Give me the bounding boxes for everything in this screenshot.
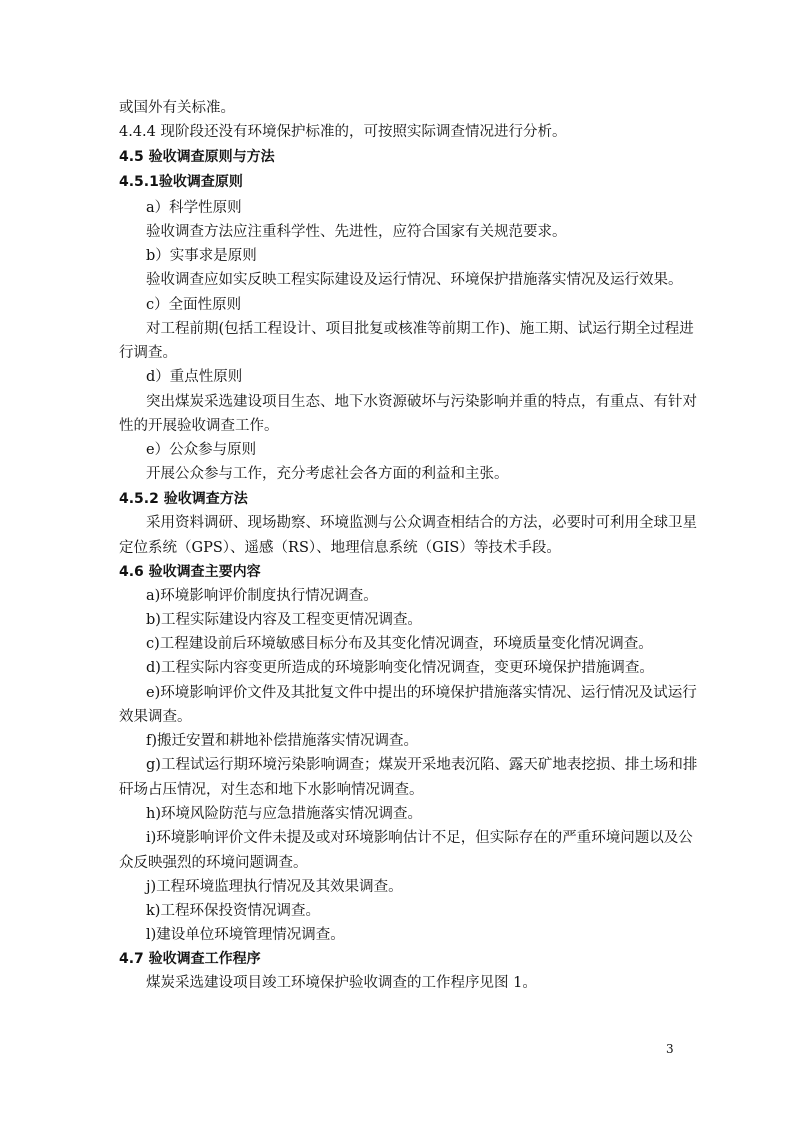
list-item-label: b）实事求是原则	[146, 248, 257, 264]
list-item: h)环境风险防范与应急措施落实情况调查。	[146, 806, 422, 822]
text-line: 验收调查方法应注重科学性、先进性，应符合国家有关规范要求。	[146, 224, 567, 240]
text-line: 性的开展验收调查工作。	[119, 418, 279, 434]
text-line: 矸场占压情况，对生态和地下水影响情况调查。	[119, 782, 424, 798]
text-line: 定位系统（GPS）、遥感（RS）、地理信息系统（GIS）等技术手段。	[119, 540, 561, 556]
list-item: j)工程环境监理执行情况及其效果调查。	[146, 879, 403, 895]
list-item: c)工程建设前后环境敏感目标分布及其变化情况调查，环境质量变化情况调查。	[146, 636, 653, 652]
list-item: f)搬迁安置和耕地补偿措施落实情况调查。	[146, 733, 419, 749]
text-line: 采用资料调研、现场勘察、环境监测与公众调查相结合的方法，必要时可利用全球卫星	[146, 515, 697, 531]
section-heading: 4.6 验收调查主要内容	[119, 564, 261, 580]
list-item: k)工程环保投资情况调查。	[146, 903, 320, 919]
text-line: 验收调查应如实反映工程实际建设及运行情况、环境保护措施落实情况及运行效果。	[146, 272, 683, 288]
text-line: 煤炭采选建设项目竣工环境保护验收调查的工作程序见图 1。	[146, 975, 537, 991]
text-line: 开展公众参与工作，充分考虑社会各方面的利益和主张。	[146, 466, 509, 482]
list-item: e)环境影响评价文件及其批复文件中提出的环境保护措施落实情况、运行情况及试运行	[146, 685, 697, 701]
list-item-label: e）公众参与原则	[146, 442, 257, 458]
text-line: 或国外有关标准。	[119, 100, 235, 116]
text-line: 突出煤炭采选建设项目生态、地下水资源破坏与污染影响并重的特点，有重点、有针对	[146, 394, 697, 410]
section-heading: 4.7 验收调查工作程序	[119, 951, 261, 967]
list-item: b)工程实际建设内容及工程变更情况调查。	[146, 612, 422, 628]
list-item: l)建设单位环境管理情况调查。	[146, 927, 345, 943]
list-item-label: a）科学性原则	[146, 200, 242, 216]
text-line: 对工程前期(包括工程设计、项目批复或核准等前期工作)、施工期、试运行期全过程进	[146, 321, 694, 337]
text-line: 4.4.4 现阶段还没有环境保护标准的，可按照实际调查情况进行分析。	[119, 124, 567, 140]
list-item: a)环境影响评价制度执行情况调查。	[146, 588, 378, 604]
text-line: 效果调查。	[119, 709, 192, 725]
section-heading: 4.5 验收调查原则与方法	[119, 149, 275, 165]
list-item: i)环境影响评价文件未提及或对环境影响估计不足，但实际存在的严重环境问题以及公	[146, 830, 693, 846]
subsection-heading: 4.5.2 验收调查方法	[119, 491, 248, 507]
page-number: 3	[666, 1042, 674, 1056]
list-item: d)工程实际内容变更所造成的环境影响变化情况调查，变更环境保护措施调查。	[146, 660, 654, 676]
list-item: g)工程试运行期环境污染影响调查；煤炭开采地表沉陷、露天矿地表挖损、排土场和排	[146, 757, 698, 773]
text-line: 众反映强烈的环境问题调查。	[119, 855, 308, 871]
list-item-label: c）全面性原则	[146, 297, 242, 313]
subsection-heading: 4.5.1验收调查原则	[119, 174, 243, 190]
text-line: 行调查。	[119, 345, 177, 361]
list-item-label: d）重点性原则	[146, 369, 243, 385]
